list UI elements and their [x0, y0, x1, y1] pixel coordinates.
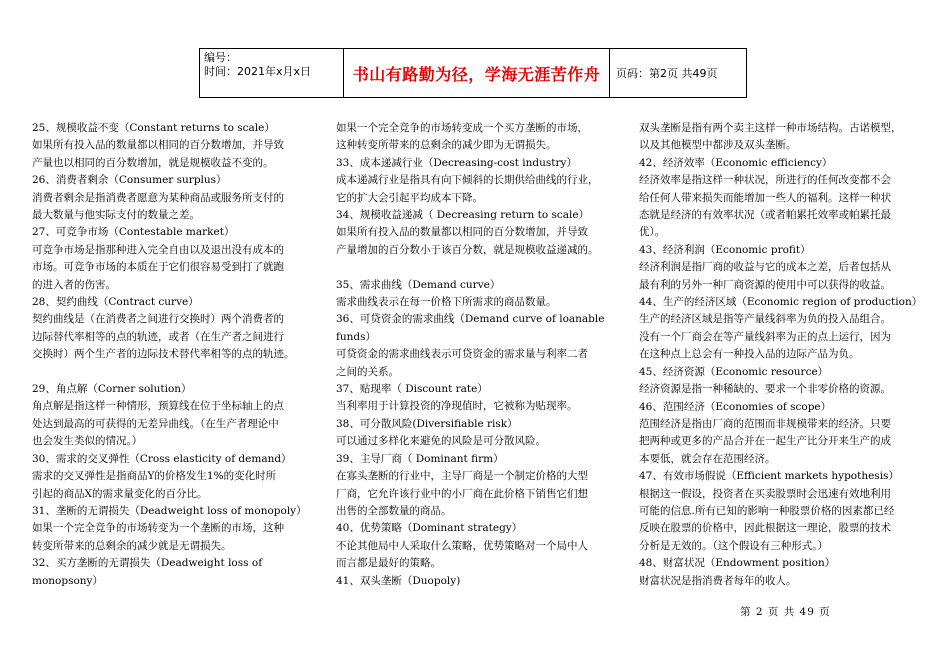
text-line	[336, 259, 618, 276]
text-line: 没有一个厂商会在等产量线斜率为正的点上运行，因为	[639, 330, 891, 343]
text-line: 优）。	[639, 226, 666, 239]
page-header	[199, 48, 747, 98]
text-line: 35、需求曲线（Demand curve）	[336, 278, 501, 291]
text-line: 38、可分散风险(Diversifiable risk）	[336, 417, 518, 430]
text-line: 26、消费者剩余（Consumer surplus）	[32, 174, 227, 187]
text-line: 需求的交叉弹性是指商品Y的价格发生1%的变化时所	[32, 470, 277, 483]
text-line: 28、契约曲线（Contract curve）	[32, 296, 199, 309]
text-line: 48、财富状况（Endowment position）	[639, 557, 836, 570]
text-line: 市场。可竞争市场的本质在于它们很容易受到打了就跑	[32, 261, 284, 274]
text-line: 27、可竞争市场（Contestable market）	[32, 226, 235, 239]
text-line: 产量增加的百分数小于该百分数，就是规模收益递减的。	[336, 243, 599, 256]
text-line: 可以通过多样化来避免的风险是可分散风险。	[336, 435, 546, 448]
text-line: 42、经济效率（Economic efficiency）	[639, 156, 833, 169]
text-line: 47、有效市场假说（Efficient markets hypothesis）	[639, 470, 899, 483]
text-line: 范围经济是指由厂商的范围而非规模带来的经济。只要	[639, 417, 891, 430]
text-line: 39、主导厂商（ Dominant firm）	[336, 452, 504, 465]
text-line: 它的扩大会引起平均成本下降。	[336, 191, 483, 204]
text-line: 产量也以相同的百分数增加，就是规模收益不变的。	[32, 156, 274, 169]
text-line: 生产的经济区域是指等产量线斜率为负的投入品组合。	[639, 313, 891, 326]
text-line: 如果一个完全竞争的市场转变为一个垄断的市场，这种	[32, 522, 284, 535]
text-line: 32、买方垄断的无谓损失（Deadweight loss of	[32, 557, 263, 570]
text-line: 需求曲线表示在每一价格下所需求的商品数量。	[336, 296, 557, 309]
text-line: 可能的信息.所有已知的影响一种股票价格的因素都已经	[639, 504, 895, 517]
text-line: 消费者剩余是指消费者愿意为某种商品或服务所支付的	[32, 191, 284, 204]
text-line: 44、生产的经济区域（Economic region of production）	[639, 296, 923, 309]
text-line: 出售的全部数量的商品。	[336, 504, 452, 517]
text-line: 经济利润是指厂商的收益与它的成本之差，后者包括从	[639, 261, 891, 274]
text-line: 反映在股票的价格中，因此根据这一理论，股票的技术	[639, 522, 891, 535]
text-column-1	[32, 120, 314, 590]
text-line: 契约曲线是（在消费者之间进行交换时）两个消费者的	[32, 313, 284, 326]
text-line: 经济效率是指这样一种状况，所进行的任何改变都不会	[639, 174, 891, 187]
text-column-2	[336, 120, 618, 590]
text-line: 如果一个完全竞争的市场转变成一个买方垄断的市场，	[336, 122, 588, 134]
text-line	[32, 364, 314, 381]
text-line: 可贷资金的需求曲线表示可贷资金的需求量与利率二者	[336, 348, 588, 361]
text-line: 经济资源是指一种稀缺的、要求一个非零价格的资源。	[639, 383, 891, 396]
text-line: 如果所有投入品的数量都以相同的百分数增加，并导致	[336, 226, 588, 239]
text-line: 在这种点上总会有一种投入品的边际产品为负。	[639, 348, 860, 361]
text-line: 40、优势策略（Dominant strategy）	[336, 522, 523, 535]
text-line: 也会发生类似的情况。）	[32, 435, 143, 448]
text-line: 根据这一假设，投资者在买卖股票时会迅速有效地利用	[639, 487, 891, 500]
text-line: 最大数量与他实际支付的数量之差。	[32, 209, 200, 222]
text-line: 边际替代率相等的点的轨迹，或者（在生产者之间进行	[32, 330, 284, 343]
text-line: 角点解是指这样一种情形，预算线在位于坐标轴上的点	[32, 400, 284, 413]
text-line: 成本递减行业是指具有向下倾斜的长期供给曲线的行业，	[336, 174, 599, 187]
text-line: 转变所带来的总剩余的减少就是无谓损失。	[32, 539, 232, 552]
text-line: 34、规模收益递减（ Decreasing return to scale）	[336, 209, 590, 222]
text-line: 厂商，它允许该行业中的小厂商在此价格下销售它们想	[336, 487, 588, 500]
text-line: 而言都是最好的策略。	[336, 557, 441, 570]
text-line: 37、贴现率（ Discount rate）	[336, 383, 488, 396]
text-line: 把两种或更多的产品合并在一起生产比分开来生产的成	[639, 435, 891, 448]
page-footer: 第 2 页 共 49 页	[740, 606, 831, 618]
text-line: 交换时）两个生产者的边际技术替代率相等的点的轨迹。	[32, 348, 295, 361]
text-line: 这种转变所带来的总剩余的减少即为无谓损失。	[336, 139, 557, 152]
text-line: 在寡头垄断的行业中，主导厂商是一个制定价格的大型	[336, 470, 588, 483]
text-line: 给任何人带来损失而能增加一些人的福利。这样一种状	[639, 191, 891, 204]
text-line: 33、成本递减行业（Decreasing-cost industry）	[336, 156, 577, 169]
text-line: 46、范围经济（Economies of scope）	[639, 400, 832, 413]
text-line: 本要低，就会存在范围经济。	[639, 452, 776, 465]
header-meta	[200, 49, 344, 97]
text-column-3	[639, 120, 921, 590]
text-line: monopsony）	[32, 574, 103, 587]
text-line: 以及其他模型中都涉及双头垄断。	[639, 139, 797, 152]
text-line: 30、需求的交叉弹性（Cross elasticity of demand）	[32, 452, 292, 465]
text-line: 处达到最高的可获得的无差异曲线。（在生产者理论中	[32, 417, 279, 430]
text-line: 财富状况是指消费者每年的收人。	[639, 574, 797, 587]
text-line: 双头垄断是指有两个卖主这样一种市场结构。古诺模型，	[639, 122, 902, 134]
text-line: 36、可贷资金的需求曲线（Demand curve of loanable	[336, 313, 605, 326]
text-line: 25、规模收益不变（Constant returns to scale）	[32, 122, 275, 134]
code-label: 编号：	[204, 51, 237, 64]
text-line: 如果所有投入品的数量都以相同的百分数增加，并导致	[32, 139, 284, 152]
text-line: 43、经济利润（Economic profit）	[639, 243, 811, 256]
text-line: 不论其他局中人采取什么策略，优势策略对一个局中人	[336, 539, 588, 552]
text-line: funds）	[336, 330, 377, 343]
text-line: 之间的关系。	[336, 365, 399, 378]
text-line: 引起的商品X的需求量变化的百分比。	[32, 487, 208, 500]
text-line: 当利率用于计算投资的净现值时，它被称为贴现率。	[336, 400, 578, 413]
header-motto: 书山有路勤为径，学海无涯苦作舟	[344, 49, 610, 97]
text-line: 态就是经济的有效率状况（或者帕累托效率或帕累托最	[639, 209, 891, 222]
text-line: 可竞争市场是指那种进入完全自由以及退出没有成本的	[32, 243, 284, 256]
time-label: 时间：2021年x月x日	[204, 65, 312, 78]
text-line: 41、双头垄断（Duopoly)	[336, 574, 461, 587]
text-line: 的进入者的伤害。	[32, 278, 116, 291]
text-line: 最有利的另外一种厂商资源的使用中可以获得的收益。	[639, 278, 891, 291]
text-line: 31、垄断的无谓损失（Deadweight loss of monopoly）	[32, 504, 307, 517]
text-line: 分析是无效的。（这个假设有三种形式。）	[639, 539, 828, 552]
header-page-label: 页码：第2页 共49页	[616, 67, 718, 80]
text-line: 29、角点解（Corner solution）	[32, 383, 192, 396]
text-line: 45、经济资源（Economic resource）	[639, 365, 829, 378]
